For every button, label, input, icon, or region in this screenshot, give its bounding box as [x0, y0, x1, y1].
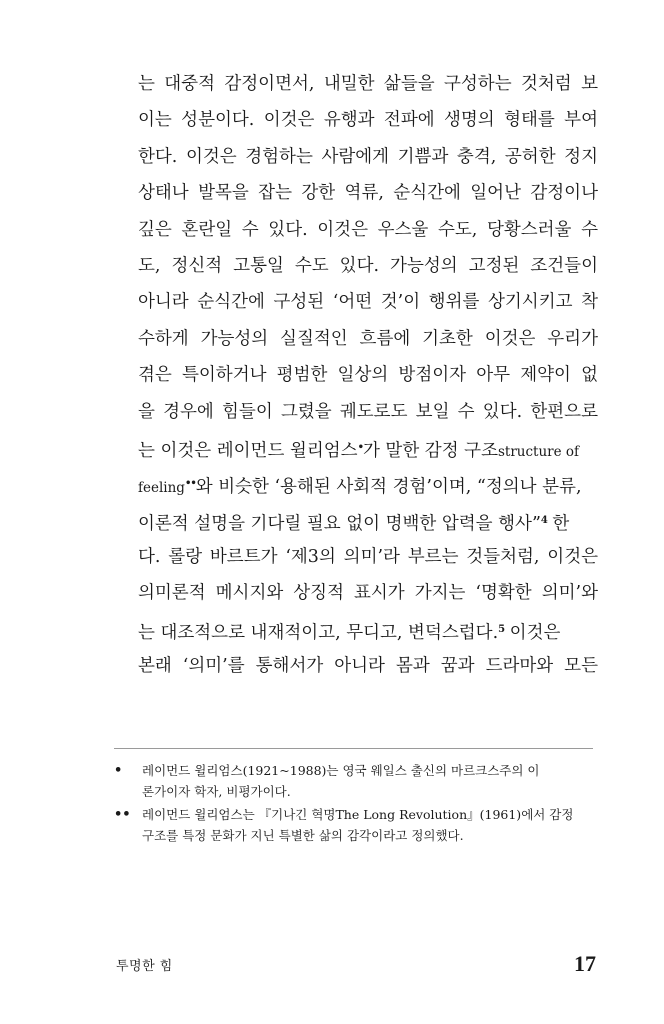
- text-line: 깊은 혼란일 수 있다. 이것은 우스울 수도, 당황스러울 수: [138, 219, 598, 240]
- text-segment: 가 말한 감정 구조: [362, 440, 498, 461]
- footnote-ref-2: ••: [184, 478, 196, 490]
- text-line: 도, 정신적 고통일 수도 있다. 가능성의 고정된 조건들이: [138, 255, 598, 276]
- text-line: [138, 612, 598, 648]
- text-line: [138, 466, 598, 502]
- text-line: 아니라 순식간에 구성된 ‘어떤 것’이 행위를 상기시키고 착: [138, 292, 598, 313]
- text-line: 이는 성분이다. 이것은 유행과 전파에 생명의 형태를 부여: [138, 110, 598, 131]
- footnote-marker: ••: [114, 807, 131, 822]
- endnote-ref-4: 4: [540, 514, 547, 526]
- footnote-marker: •: [114, 763, 123, 778]
- footnote-line: 레이먼드 윌리엄스(1921~1988)는 영국 웨일스 출신의 마르크스주의 이: [142, 763, 540, 778]
- page-number: 17: [574, 951, 596, 976]
- text-segment: 는 이것은 레이먼드 윌리엄스: [138, 440, 358, 461]
- footnote-divider: [114, 748, 593, 749]
- running-title: 투명한 힘: [116, 959, 173, 974]
- english-term: feeling: [138, 480, 185, 497]
- text-segment: 한: [546, 513, 570, 534]
- text-line: 겪은 특이하거나 평범한 일상의 방점이자 아무 제약이 없: [138, 365, 598, 386]
- text-line: 는 대중적 감정이면서, 내밀한 삶들을 구성하는 것처럼 보: [138, 74, 598, 94]
- body-text: [138, 66, 598, 685]
- footnote-1: [114, 760, 596, 802]
- footnotes: [114, 760, 596, 848]
- footnote-ref-1: •: [357, 441, 363, 453]
- text-line: 본래 ‘의미’를 통해서가 아니라 몸과 꿈과 드라마와 모든: [138, 656, 598, 677]
- text-line: 수하게 가능성의 실질적인 흐름에 기초한 이것은 우리가: [138, 328, 598, 349]
- text-segment: 이론적 설명을 기다릴 필요 없이 명백한 압력을 행사”: [138, 513, 541, 534]
- text-line: 을 경우에 힘들이 그렸을 궤도로도 보일 수 있다. 한편으로: [138, 401, 598, 422]
- footnote-line: 론가이자 학자, 비평가이다.: [142, 784, 291, 799]
- text-line: 한다. 이것은 경험하는 사람에게 기쁨과 충격, 공허한 정지: [138, 146, 598, 167]
- text-line: [138, 503, 598, 539]
- text-line: 의미론적 메시지와 상징적 표시가 가지는 ‘명확한 의미’와: [138, 583, 598, 604]
- text-line: [138, 430, 598, 466]
- text-segment: 는 대조적으로 내재적이고, 무디고, 변덕스럽다.: [138, 622, 499, 643]
- text-line: 다. 롤랑 바르트가 ‘제3의 의미’라 부르는 것들처럼, 이것은: [138, 547, 598, 568]
- text-segment: 와 비슷한 ‘용해된 사회적 경험’이며, “정의나 분류,: [195, 477, 582, 498]
- endnote-ref-5: 5: [498, 623, 505, 635]
- english-term: structure of: [498, 443, 580, 460]
- footnote-2: [114, 804, 596, 846]
- footnote-line: 레이먼드 윌리엄스는 『기나긴 혁명The Long Revolution』(1961)에서 감정: [142, 807, 574, 822]
- text-segment: 이것은: [504, 622, 561, 643]
- footnote-line: 구조를 특정 문화가 지닌 특별한 삶의 감각이라고 정의했다.: [142, 828, 464, 843]
- text-line: 상태나 발목을 잡는 강한 역류, 순식간에 일어난 감정이나: [138, 183, 598, 204]
